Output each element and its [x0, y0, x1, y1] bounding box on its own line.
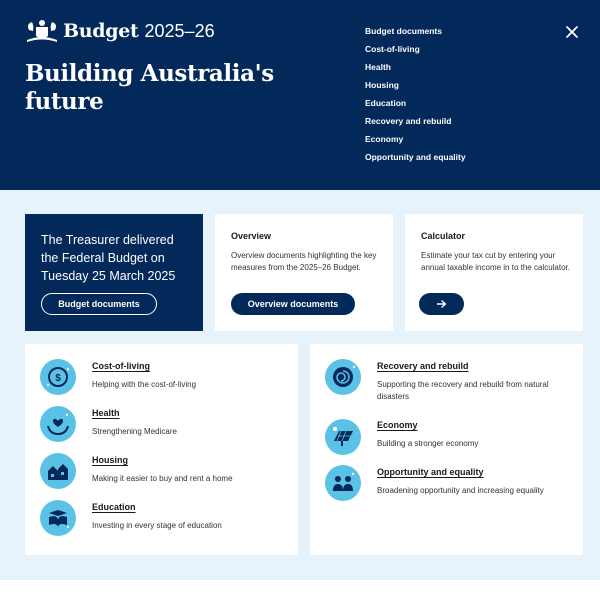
category-link-economy[interactable]: Economy	[377, 420, 418, 430]
nav-item-cost-of-living[interactable]: Cost-of-living	[365, 44, 420, 54]
site-header	[0, 0, 600, 190]
overview-card	[215, 214, 393, 331]
brand-logo[interactable]	[25, 18, 215, 44]
calculator-desc: Estimate your tax cut by entering your annual taxable income in to the calculator.	[421, 251, 570, 272]
page-title: Building Australia's future	[25, 60, 274, 115]
overview-title: Overview	[231, 231, 272, 241]
people-icon	[325, 465, 361, 501]
overview-documents-button[interactable]: Overview documents	[231, 293, 355, 315]
nav-item-health[interactable]: Health	[365, 62, 391, 72]
solar-panel-icon	[325, 419, 361, 455]
calculator-title: Calculator	[421, 231, 466, 241]
category-desc: Broadening opportunity and increasing equality	[377, 486, 544, 495]
overview-desc: Overview documents highlighting the key measures from the 2025–26 Budget.	[231, 251, 377, 272]
category-link-recovery-and-rebuild[interactable]: Recovery and rebuild	[377, 361, 469, 371]
category-link-cost-of-living[interactable]: Cost-of-living	[92, 361, 150, 371]
arrow-right-icon	[437, 300, 447, 308]
nav-item-housing[interactable]: Housing	[365, 80, 399, 90]
nav-item-economy[interactable]: Economy	[365, 134, 404, 144]
nav-item-recovery-and-rebuild[interactable]: Recovery and rebuild	[365, 116, 452, 126]
category-link-opportunity-and-equality[interactable]: Opportunity and equality	[377, 467, 484, 477]
footer-strip	[0, 580, 600, 600]
category-desc: Making it easier to buy and rent a home	[92, 474, 233, 483]
category-desc: Supporting the recovery and rebuild from natural disasters	[377, 380, 549, 401]
category-link-housing[interactable]: Housing	[92, 455, 128, 465]
nav-item-budget-documents[interactable]: Budget documents	[365, 26, 442, 36]
coat-of-arms-icon	[25, 18, 59, 44]
budget-documents-button[interactable]: Budget documents	[41, 293, 157, 315]
calculator-button[interactable]	[419, 293, 464, 315]
category-desc: Strengthening Medicare	[92, 427, 177, 436]
nav-item-education[interactable]: Education	[365, 98, 407, 108]
categories-panel-right	[310, 344, 583, 555]
category-link-education[interactable]: Education	[92, 502, 136, 512]
book-icon	[40, 500, 76, 536]
brand-name: Budget	[63, 20, 139, 42]
category-desc: Investing in every stage of education	[92, 521, 222, 530]
heart-hands-icon	[40, 406, 76, 442]
calculator-card	[405, 214, 583, 331]
category-link-health[interactable]: Health	[92, 408, 120, 418]
coin-icon	[40, 359, 76, 395]
nav-item-opportunity-and-equality[interactable]: Opportunity and equality	[365, 152, 466, 162]
category-desc: Building a stronger economy	[377, 439, 479, 448]
cyclone-icon	[325, 359, 361, 395]
houses-icon	[40, 453, 76, 489]
main-nav	[365, 26, 466, 170]
svg-text:$: $	[55, 373, 61, 384]
close-icon[interactable]	[565, 25, 579, 39]
categories-panel-left	[25, 344, 298, 555]
treasurer-card	[25, 214, 203, 331]
category-desc: Helping with the cost-of-living	[92, 380, 197, 389]
brand-year: 2025–26	[144, 20, 215, 41]
treasurer-text: The Treasurer delivered the Federal Budget on Tuesday 25 March 2025	[41, 233, 176, 283]
